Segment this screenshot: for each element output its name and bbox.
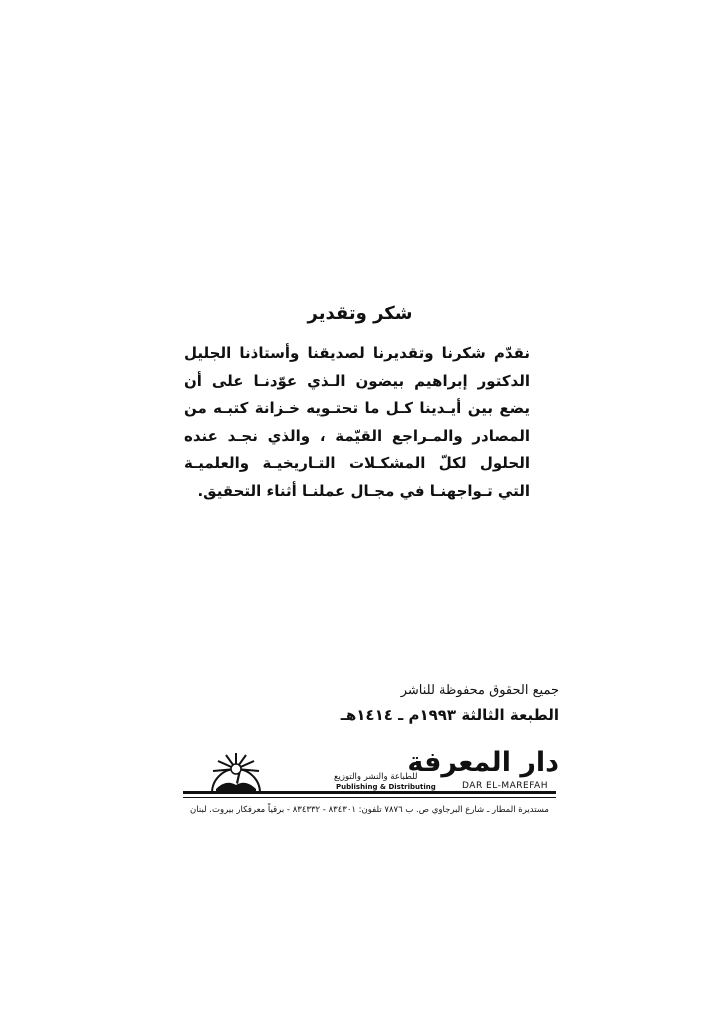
acknowledgement-body: نقدّم شكرنا وتقديرنا لصديقنا وأستاذنا الجليل الدكتور إبراهيم بيضون الـذي عوّدنـا على أن يضع بين أيـدينا كـل ما تحتـويه خـزانة كتبـه من المصادر والمـراجع القيّمة ، والذي نجـد عنده الحلول لكلّ المشكـلات التـاريخيـة والعلميـة التي تـواجهنـا في مجـال عملنـا أثناء التحقيق. bbox=[184, 344, 530, 500]
edition-text: الطبعة الثالثة ١٩٩٣م ـ ١٤١٤هـ bbox=[340, 706, 559, 724]
publisher-address: مستديرة المطار ـ شارع البرجاوي ص. ب ٧٨٧٦ تلفون: ٨٣٤٣٠١ - ٨٣٤٣٣٢ - برقياً معرفكار بيروت. لبنان bbox=[190, 805, 549, 815]
publishing-label-arabic: للطباعة والنشر والتوزيع bbox=[334, 772, 418, 782]
publisher-logo-arabic: دار المعرفة bbox=[407, 747, 559, 778]
publisher-emblem-icon bbox=[206, 749, 266, 795]
banner-rule-thick bbox=[183, 791, 556, 794]
acknowledgement-title: شكر وتقدير bbox=[307, 303, 413, 324]
publisher-logo-english: DAR EL-MAREFAH bbox=[462, 781, 548, 791]
banner-rule-thin bbox=[183, 797, 556, 798]
publishing-label-english: Publishing & Distributing bbox=[336, 783, 436, 791]
rights-reserved-text: جميع الحقوق محفوظة للناشر bbox=[400, 683, 559, 698]
